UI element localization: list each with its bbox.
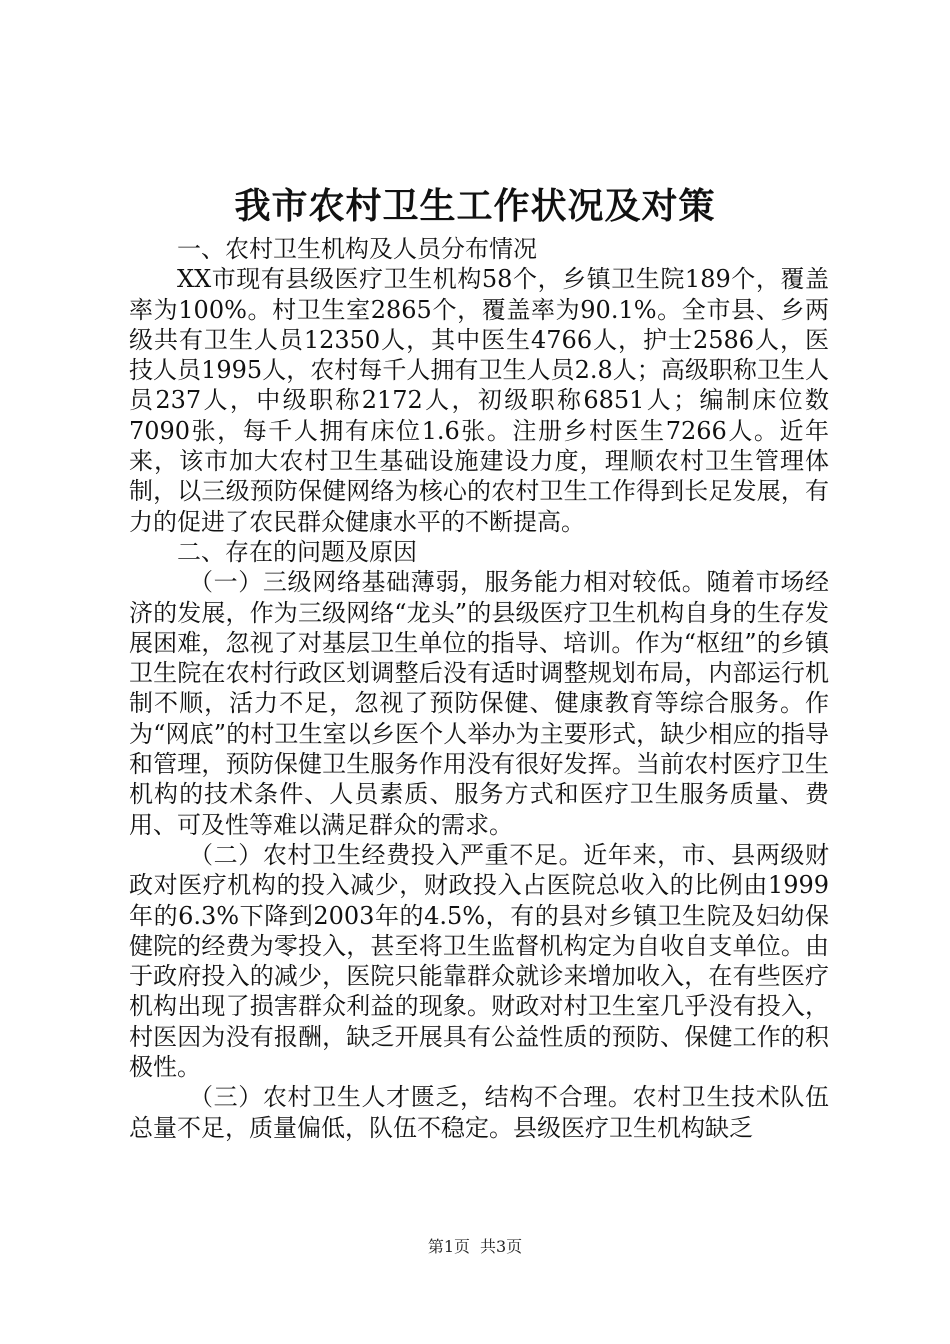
document-title: 我市农村卫生工作状况及对策 [234,185,716,227]
section-heading: 二、存在的问题及原因 [177,537,417,566]
body-paragraph: （二）农村卫生经费投入严重不足。近年来，市、县两级财政对医疗机构的投入减少，财政投入占医院总收入的比例由1999年的6.3%下降到2003年的4.5%，有的县对乡镇卫生院及妇幼保健院的经费为零投入，甚至将卫生监督机构定为自收自支单位。由于政府投入的减少，医院只能靠群众就诊来增加收入，在有些医疗机构出现了损害群众利益的现象。财政对村卫生室几乎没有投入，村医因为没有报酬，缺乏开展具有公益性质的预防、保健工作的积极性。 [129,840,829,1082]
page-number: 第1页 [427,1237,470,1256]
body-paragraph: （一）三级网络基础薄弱，服务能力相对较低。随着市场经济的发展，作为三级网络“龙头”的县级医疗卫生机构自身的生存发展困难，忽视了对基层卫生单位的指导、培训。作为“枢纽”的乡镇卫生院在农村行政区划调整后没有适时调整规划布局，内部运行机制不顺，活力不足，忽视了预防保健、健康教育等综合服务。作为“网底”的村卫生室以乡医个人举办为主要形式，缺少相应的指导和管理，预防保健卫生服务作用没有很好发挥。当前农村医疗卫生机构的技术条件、人员素质、服务方式和医疗卫生服务质量、费用、可及性等难以满足群众的需求。 [129,568,829,839]
page-footer [0,1236,950,1258]
page-total: 共3页 [480,1237,523,1256]
section-heading: 一、农村卫生机构及人员分布情况 [177,235,537,263]
document-body [129,234,829,1143]
body-paragraph: （三）农村卫生人才匮乏，结构不合理。农村卫生技术队伍总量不足，质量偏低，队伍不稳定。县级医疗卫生机构缺乏 [129,1083,829,1142]
body-paragraph: XX市现有县级医疗卫生机构58个，乡镇卫生院189个，覆盖率为100%。村卫生室2865个，覆盖率为90.1%。全市县、乡两级共有卫生人员12350人，其中医生4766人，护士2586人，医技人员1995人，农村每千人拥有卫生人员2.8人；高级职称卫生人员237人，中级职称2172人，初级职称6851人；编制床位数7090张，每千人拥有床位1.6张。注册乡村医生7266人。近年来，该市加大农村卫生基础设施建设力度，理顺农村卫生管理体制，以三级预防保健网络为核心的农村卫生工作得到长足发展，有力的促进了农民群众健康水平的不断提高。 [129,265,829,536]
